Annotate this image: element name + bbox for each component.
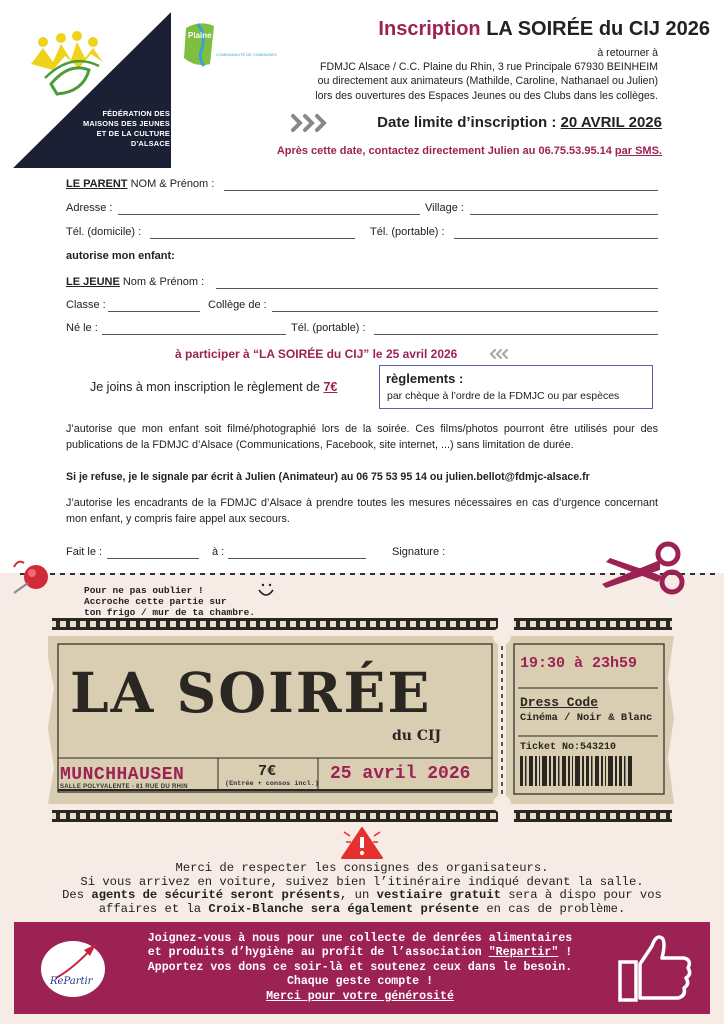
village-field[interactable]	[470, 214, 658, 215]
tel-domicile-label: Tél. (domicile) :	[66, 226, 142, 238]
ne-le-label: Né le :	[66, 322, 98, 334]
ticket-time: 19:30 à 23h59	[520, 655, 638, 672]
address-field[interactable]	[118, 214, 420, 215]
return-address	[218, 46, 658, 103]
lieu-label: à :	[212, 546, 225, 558]
rules-text: affaires et la	[98, 901, 209, 916]
classe-field[interactable]	[108, 311, 200, 312]
collection-thanks: Merci pour votre générosité	[266, 989, 454, 1003]
chevron-arrows-icon	[290, 112, 330, 134]
address-row	[66, 202, 112, 214]
tel-portable-field[interactable]	[454, 238, 658, 239]
jeune-label-bold: LE JEUNE	[66, 276, 120, 288]
page-title	[378, 18, 710, 41]
rules-croix-blanche: Croix-Blanche sera également présente	[208, 901, 480, 916]
rules-line	[14, 903, 710, 917]
tel-domicile-row	[66, 226, 141, 238]
urgence-authorization: J’autorise les encadrants de la FDMJC d’Alsace à prendre toutes les mesures nécessaires en cas d’urgence concernant mon enfant, y compris faire appel aux secours.	[66, 497, 658, 525]
college-label: Collège de :	[208, 299, 267, 311]
after-date-text: Après cette date, contactez directement Julien au 06.75.53.95.14	[276, 145, 612, 157]
address-line: ou directement aux animateurs (Mathilde, Caroline, Nathanael ou Julien)	[317, 75, 658, 88]
tel-jeune-row	[291, 322, 366, 334]
title-main: LA SOIRÉE du CIJ 2026	[486, 18, 710, 40]
signature-row	[392, 546, 445, 558]
deadline-date: 20 AVRIL 2026	[560, 114, 662, 131]
village-row	[425, 202, 464, 214]
ticket-venue-address: SALLE POLYVALENTE - 81 RUE DU RHIN	[60, 784, 188, 790]
rules-text: Des	[62, 888, 92, 902]
federation-line: D'ALSACE	[130, 139, 170, 148]
parent-label: NOM & Prénom :	[127, 178, 215, 190]
parent-name-row	[66, 178, 214, 190]
partner-logo-name: Plaine du Rhin	[188, 31, 244, 40]
payment-line	[90, 380, 337, 394]
jeune-name-row	[66, 276, 204, 288]
smiley-icon	[255, 580, 277, 600]
rules-text: en cas de problème.	[479, 901, 626, 916]
reglements-title: règlements :	[386, 371, 464, 386]
lieu-field[interactable]	[228, 558, 366, 559]
repartir-logo-text: RePartir	[50, 976, 93, 987]
rules-line	[14, 889, 710, 903]
collection-association: "Repartir"	[488, 946, 559, 960]
reminder-text	[84, 585, 255, 618]
collection-line: Joignez-vous à nous pour une collecte de denrées alimentaires	[147, 932, 573, 945]
deadline-label: Date limite d’inscription	[377, 114, 548, 131]
film-authorization: J’autorise que mon enfant soit filmé/photographié lors de la soirée. Ces films/photos pourront être utilisés pour des publications de la FDMJC d’Alsace (Communications, Facebook, site internet, ...) sans limitation de durée.	[66, 423, 658, 451]
rules-vestiaire: vestiaire gratuit	[376, 888, 501, 902]
parent-name-field[interactable]	[224, 190, 658, 191]
tel-jeune-label: Tél. (portable) :	[291, 322, 366, 334]
classe-row	[66, 299, 106, 311]
reminder-line: ton frigo / mur de ta chambre.	[84, 607, 256, 618]
ticket-venue: MUNCHHAUSEN	[60, 765, 185, 785]
fait-le-label: Fait le :	[66, 546, 103, 558]
fait-le-field[interactable]	[107, 558, 199, 559]
tel-jeune-field[interactable]	[374, 334, 658, 335]
federation-name	[60, 109, 170, 149]
ticket-date: 25 avril 2026	[330, 764, 471, 784]
federation-line: FÉDÉRATION DES	[102, 109, 170, 118]
signature-label: Signature :	[392, 546, 446, 558]
ticket-dress-code-value: Cinéma / Noir & Blanc	[520, 712, 653, 724]
address-line: à retourner à	[597, 47, 658, 59]
refuse-notice: Si je refuse, je le signale par écrit à Julien (Animateur) au 06 75 53 95 14 ou julien.bellot@fdmjc-alsace.fr	[66, 471, 590, 483]
ticket-number: Ticket No:543210	[520, 742, 617, 753]
fait-le-row	[66, 546, 102, 558]
reglements-text: par chèque à l’ordre de la FDMJC ou par espèces	[387, 390, 620, 402]
classe-label: Classe :	[66, 299, 106, 311]
reminder-line: Accroche cette partie sur	[84, 596, 227, 607]
autorise-label: autorise mon enfant:	[66, 250, 175, 262]
pushpin-icon	[10, 553, 52, 595]
title-prefix: Inscription	[378, 18, 481, 40]
tel-portable-row	[370, 226, 445, 238]
warning-icon	[340, 826, 384, 860]
chevron-arrows-icon	[488, 348, 510, 360]
rules-text: , un	[340, 888, 377, 902]
college-row	[208, 299, 267, 311]
collection-text-part: et produits d’hygiène au profit de l’association	[147, 946, 489, 960]
rules-security: agents de sécurité seront présents	[91, 888, 341, 902]
ticket-dress-code-label: Dress Code	[520, 695, 599, 710]
collection-line: Apportez vos dons ce soir-là et soutenez ceux dans le besoin.	[147, 960, 573, 974]
reglements-box	[379, 365, 653, 409]
rules-text: sera à dispo pour vos	[500, 888, 662, 902]
rules-line: Si vous arrivez en voiture, suivez bien l’itinéraire indiqué devant la salle.	[80, 874, 644, 889]
collection-text	[120, 932, 600, 1004]
collection-line: Chaque geste compte !	[286, 975, 434, 989]
barcode-icon	[520, 756, 632, 786]
village-label: Village :	[425, 202, 464, 214]
payment-text: Je joins à mon inscription le règlement de	[90, 380, 324, 394]
organizer-rules	[14, 862, 710, 916]
thumbs-up-icon	[618, 930, 694, 1004]
collection-text-part: !	[558, 946, 573, 960]
reminder-line: Pour ne pas oublier !	[84, 585, 204, 596]
lieu-row	[212, 546, 224, 558]
address-line: FDMJC Alsace / C.C. Plaine du Rhin, 3 rue Principale 67930 BEINHEIM	[320, 61, 658, 74]
participate-text: à participer à “LA SOIRÉE du CIJ” le 25 avril 2026	[175, 347, 458, 361]
federation-line: MAISONS DES JEUNES	[83, 119, 170, 128]
scissors-icon	[596, 540, 694, 602]
rules-line: Merci de respecter les consignes des organisateurs.	[175, 861, 549, 875]
payment-price: 7€	[323, 380, 338, 394]
deadline	[377, 114, 662, 131]
parent-label-bold: LE PARENT	[66, 178, 128, 190]
tel-portable-label: Tél. (portable) :	[370, 226, 445, 238]
tel-domicile-field[interactable]	[150, 238, 355, 239]
ticket-price: 7€	[258, 763, 277, 780]
ticket-title: LA SOIRÉE	[70, 660, 432, 725]
ne-le-row	[66, 322, 98, 334]
ticket-price-note: (Entrée + consos incl.)	[225, 780, 319, 788]
after-date-sms: par SMS.	[614, 145, 662, 157]
deadline-separator: :	[547, 114, 561, 131]
jeune-name-field[interactable]	[216, 288, 658, 289]
after-date-notice	[277, 145, 662, 157]
ne-le-field[interactable]	[102, 334, 286, 335]
collection-line	[120, 946, 600, 960]
federation-line: ET DE LA CULTURE	[96, 129, 170, 138]
ticket-subtitle: du CIJ	[392, 728, 442, 744]
jeune-label: Nom & Prénom :	[119, 276, 205, 288]
college-field[interactable]	[272, 311, 658, 312]
partner-logo-sub: COMMUNAUTÉ DE COMMUNES	[216, 52, 277, 57]
address-line: lors des ouvertures des Espaces Jeunes ou des Clubs dans les collèges.	[315, 89, 658, 102]
address-label: Adresse :	[66, 202, 113, 214]
repartir-logo	[38, 938, 108, 1000]
